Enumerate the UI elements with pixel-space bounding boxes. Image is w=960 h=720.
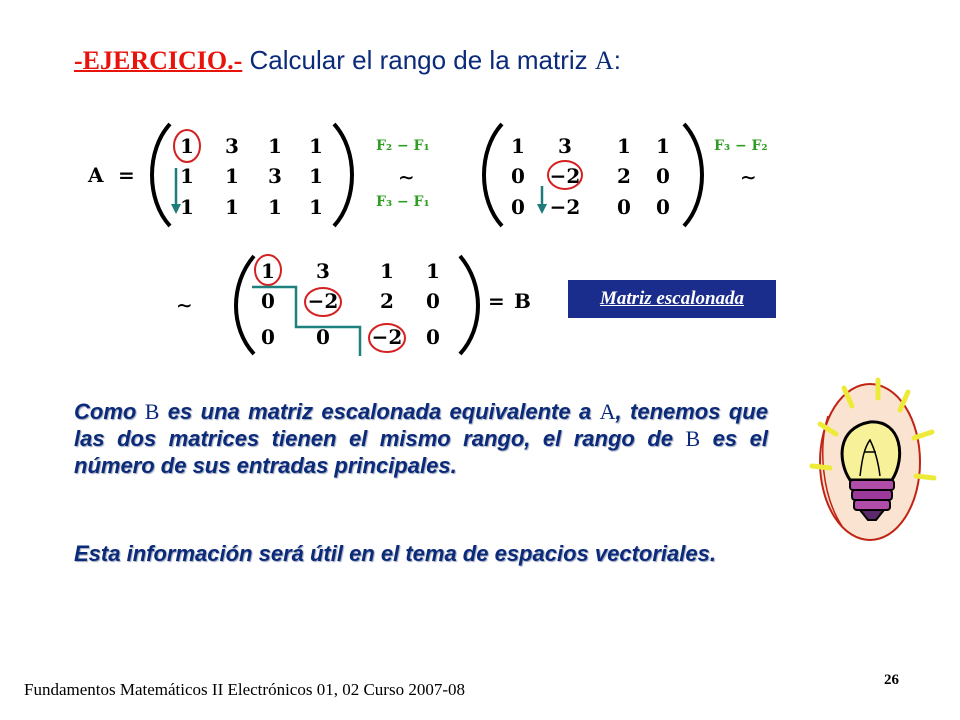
matrix-b-entry-r3c3: −2 — [371, 325, 403, 349]
matrix-b-left-bracket — [236, 256, 254, 354]
matrix-b-entry-r2c4: 0 — [426, 289, 440, 313]
matrix-2-entry-r3c2: −2 — [549, 195, 581, 219]
matrix-a-entry-r1c2: 3 — [225, 134, 239, 158]
matrix-2-entry-r3c1: 0 — [511, 195, 525, 219]
matrix-2-entry-r2c3: 2 — [617, 164, 631, 188]
page-number: 26 — [884, 672, 899, 688]
lightbulb-icon — [808, 376, 938, 552]
para-text-3: , tenemos que las dos matrices tienen el mismo rango, el rango de — [74, 399, 768, 451]
op-f2-minus-f1: F₂ − F₁ — [376, 138, 430, 154]
title-matrix-symbol: A — [594, 46, 614, 75]
matrix-a-entry-r1c3: 1 — [268, 134, 282, 158]
echelon-matrix-badge: Matriz escalonada — [568, 280, 776, 318]
matrix-b-entry-r3c4: 0 — [426, 325, 440, 349]
matrix-b-entry-r3c2: 0 — [316, 325, 330, 349]
matrix-b-entry-r2c3: 2 — [380, 289, 394, 313]
title-text: Calcular el rango de la matriz — [242, 45, 595, 75]
matrix-a-entry-r2c1: 1 — [180, 164, 194, 188]
matrix-a-entry-r3c1: 1 — [180, 195, 194, 219]
matrix-2-left-bracket — [484, 124, 502, 226]
op-f3-minus-f2: F₃ − F₂ — [714, 138, 768, 154]
para-text-4: es el número de sus entradas principales. — [74, 426, 768, 478]
matrix-b-right-bracket — [460, 256, 478, 354]
matrix-b-name: B — [514, 289, 531, 313]
para-symbol-b-2: B — [685, 426, 701, 451]
matrix-b-entry-r1c4: 1 — [426, 259, 440, 283]
para-symbol-b-1: B — [144, 399, 160, 424]
matrix-a-entry-r2c2: 1 — [225, 164, 239, 188]
matrix-b-entry-r1c1: 1 — [261, 259, 275, 283]
note-paragraph: Esta información será útil en el tema de espacios vectoriales. — [74, 541, 716, 566]
op-f3-minus-f1: F₃ − F₁ — [376, 194, 430, 210]
matrix-a-entry-r3c2: 1 — [225, 195, 239, 219]
matrix-a-entries — [180, 134, 323, 219]
matrix-a-left-bracket — [152, 124, 170, 226]
matrix-a-entry-r1c1: 1 — [180, 134, 194, 158]
equiv-symbol-3: ∼ — [176, 293, 193, 317]
matrix-2-entry-r1c3: 1 — [617, 134, 631, 158]
matrix-2-entry-r3c3: 0 — [617, 195, 631, 219]
matrix-2-entry-r1c4: 1 — [656, 134, 670, 158]
matrix-b-entry-r1c3: 1 — [380, 259, 394, 283]
matrix-a-entry-r3c4: 1 — [309, 195, 323, 219]
matrix-b-entry-r1c2: 3 — [316, 259, 330, 283]
matrix-2-entry-r1c2: 3 — [558, 134, 572, 158]
para-text-2: es una matriz escalonada equivalente a — [159, 399, 600, 424]
explanation-paragraph — [74, 398, 768, 479]
matrix-2-entry-r3c4: 0 — [656, 195, 670, 219]
equiv-symbol-2: ∼ — [740, 165, 757, 189]
matrix-a-entry-r2c3: 3 — [268, 164, 282, 188]
elimination-arrowhead-2 — [537, 204, 547, 214]
exercise-label: -EJERCICIO.- — [74, 46, 243, 75]
para-symbol-a: A — [599, 399, 616, 424]
matrix-2-entry-r2c1: 0 — [511, 164, 525, 188]
matrix-a-name: A — [88, 163, 104, 187]
matrix-2-entry-r1c1: 1 — [511, 134, 525, 158]
matrix-b-entry-r2c1: 0 — [261, 289, 275, 313]
matrix-a-entry-r1c4: 1 — [309, 134, 323, 158]
matrix-a-entry-r2c4: 1 — [309, 164, 323, 188]
footer-course: Fundamentos Matemáticos II Electrónicos 01, 02 Curso 2007-08 — [24, 680, 465, 699]
matrix-a-right-bracket — [334, 124, 352, 226]
title-colon: : — [613, 45, 621, 75]
matrix-b-entry-r2c2: −2 — [307, 289, 339, 313]
equiv-symbol-1: ∼ — [398, 165, 415, 189]
matrix-a-entry-r3c3: 1 — [268, 195, 282, 219]
matrix-b-entries — [261, 259, 440, 349]
matrix-b-entry-r3c1: 0 — [261, 325, 275, 349]
matrix-2-entries — [511, 134, 670, 219]
matrix-2-entry-r2c4: 0 — [656, 164, 670, 188]
matrix-2-entry-r2c2: −2 — [549, 164, 581, 188]
matrix-b-equals: = — [488, 289, 505, 313]
matrix-2-right-bracket — [684, 124, 702, 226]
matrix-a-equals: = — [118, 163, 135, 187]
para-text-1: Como — [74, 399, 145, 424]
